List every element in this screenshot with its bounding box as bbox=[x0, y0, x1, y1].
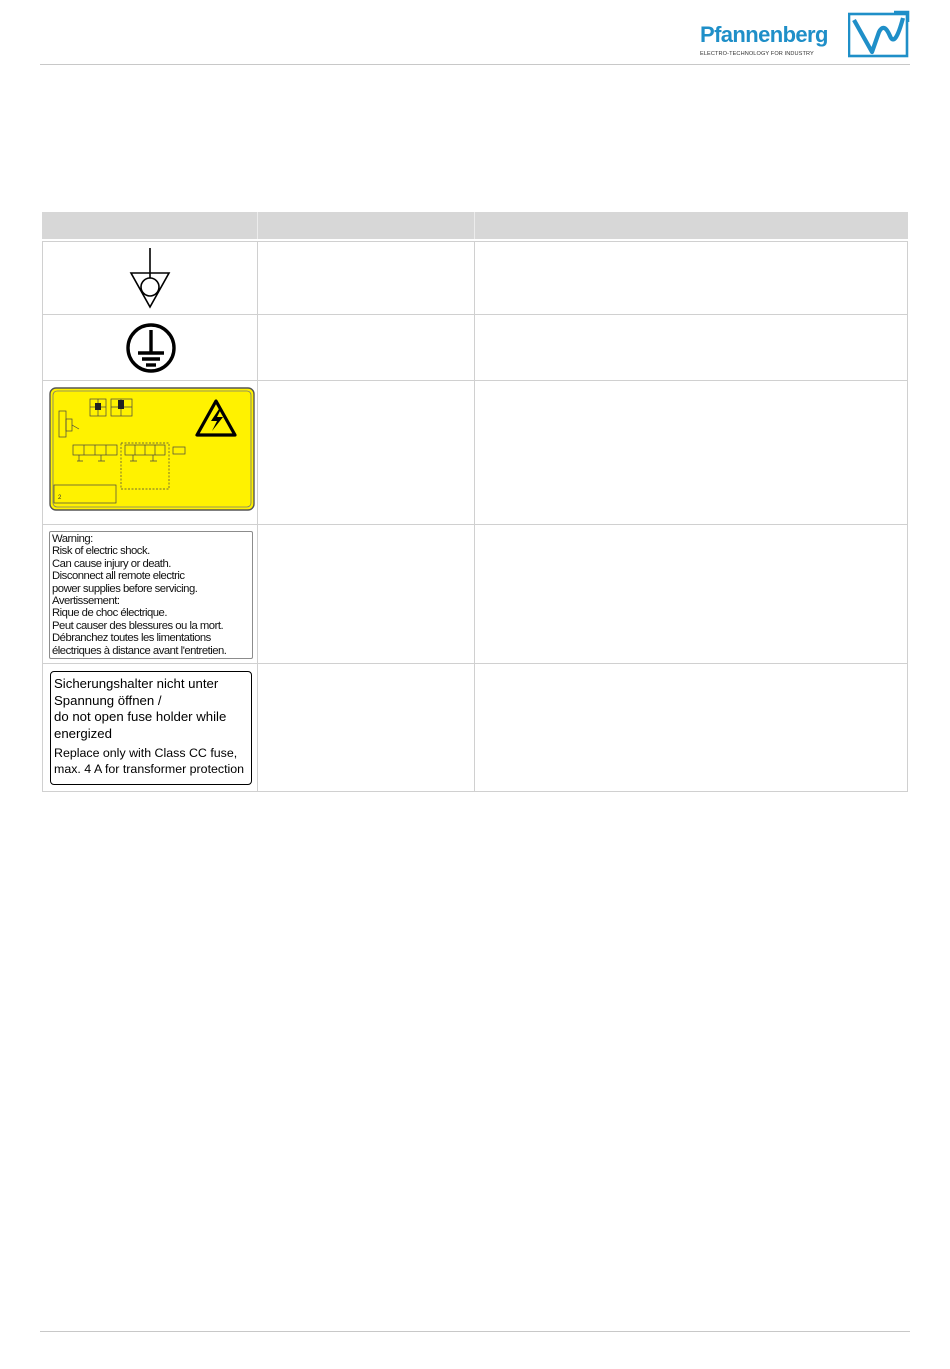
yellow-wiring-warning-label bbox=[49, 387, 255, 511]
description-cell bbox=[475, 381, 908, 524]
logo-mark-icon bbox=[848, 10, 910, 58]
table-header-row bbox=[42, 212, 908, 239]
svg-text:2: 2 bbox=[58, 495, 62, 501]
designation-cell bbox=[258, 242, 475, 314]
protective-earth-icon bbox=[125, 322, 177, 374]
designation-cell bbox=[258, 664, 475, 791]
table-row bbox=[42, 241, 908, 315]
symbol-cell bbox=[42, 525, 258, 663]
pfannenberg-logo bbox=[700, 8, 912, 60]
designation-cell bbox=[258, 315, 475, 380]
header-rule bbox=[40, 64, 910, 65]
header-cell-description bbox=[475, 212, 908, 239]
table-row bbox=[42, 315, 908, 381]
fuse-replacement-text: Replace only with Class CC fuse, max. 4 A for transformer protection bbox=[54, 746, 245, 776]
header-cell-designation bbox=[258, 212, 475, 239]
fuse-holder-warning-text: Sicherungshalter nicht unter Spannung öffnen / do not open fuse holder while energized bbox=[54, 676, 227, 741]
header-cell-symbol bbox=[42, 212, 258, 239]
designation-cell bbox=[258, 381, 475, 524]
symbol-cell bbox=[42, 381, 258, 524]
fuse-holder-label bbox=[50, 671, 252, 785]
page-header bbox=[0, 0, 950, 66]
functional-earth-ground-icon bbox=[129, 247, 175, 309]
table-row bbox=[42, 525, 908, 664]
description-cell bbox=[475, 664, 908, 791]
logo-tagline: ELECTRO-TECHNOLOGY FOR INDUSTRY bbox=[700, 51, 814, 57]
designation-cell bbox=[258, 525, 475, 663]
description-cell bbox=[475, 525, 908, 663]
symbol-cell bbox=[42, 242, 258, 314]
logo-wordmark: Pfannenberg bbox=[700, 22, 828, 47]
description-cell bbox=[475, 242, 908, 314]
table-row bbox=[42, 664, 908, 792]
symbols-table bbox=[42, 212, 908, 792]
warning-text-label: Warning: Risk of electric shock. Can cause injury or death. Disconnect all remote electric power supplies before servicing. Avertissement: Rique de choc électrique. Peut causer des blessures ou la mort. Débranchez toutes les limentations électriques à distance avant l'entretien. bbox=[49, 531, 253, 659]
table-row bbox=[42, 381, 908, 525]
symbol-cell bbox=[42, 315, 258, 380]
symbol-cell bbox=[42, 664, 258, 791]
footer-rule bbox=[40, 1331, 910, 1332]
description-cell bbox=[475, 315, 908, 380]
